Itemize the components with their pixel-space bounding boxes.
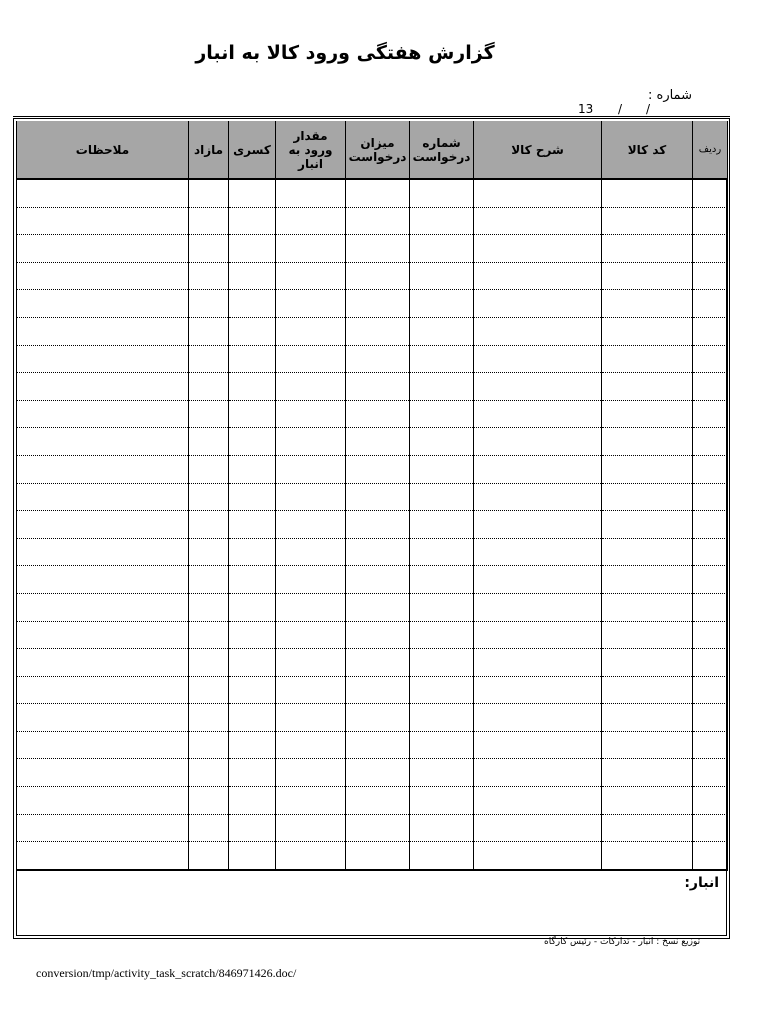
table-row <box>17 842 728 870</box>
table-cell[interactable] <box>693 373 728 401</box>
table-cell[interactable] <box>346 400 410 428</box>
table-cell[interactable] <box>276 731 346 759</box>
table-cell[interactable] <box>693 814 728 842</box>
table-cell[interactable] <box>474 759 602 787</box>
table-header-row <box>17 121 728 179</box>
table-cell[interactable] <box>346 538 410 566</box>
table-cell[interactable] <box>602 345 693 373</box>
table-cell[interactable] <box>229 373 276 401</box>
col-header-shortage: کسری <box>229 121 276 179</box>
table-cell[interactable] <box>474 787 602 815</box>
top-rule <box>13 116 730 117</box>
table-cell[interactable] <box>602 207 693 235</box>
table-cell[interactable] <box>229 290 276 318</box>
table-cell[interactable] <box>17 731 189 759</box>
table-cell[interactable] <box>474 455 602 483</box>
table-cell[interactable] <box>602 262 693 290</box>
table-cell[interactable] <box>229 207 276 235</box>
table-cell[interactable] <box>346 731 410 759</box>
table-cell[interactable] <box>693 455 728 483</box>
table-cell[interactable] <box>602 179 693 207</box>
table-cell[interactable] <box>410 538 474 566</box>
table-cell[interactable] <box>474 179 602 207</box>
table-cell[interactable] <box>410 787 474 815</box>
table-cell[interactable] <box>693 787 728 815</box>
table-cell[interactable] <box>276 400 346 428</box>
table-cell[interactable] <box>602 731 693 759</box>
table-cell[interactable] <box>189 731 229 759</box>
table-cell[interactable] <box>693 290 728 318</box>
table-cell[interactable] <box>229 262 276 290</box>
table-cell[interactable] <box>276 262 346 290</box>
table-cell[interactable] <box>229 593 276 621</box>
table-cell[interactable] <box>17 207 189 235</box>
table-row <box>17 400 728 428</box>
table-cell[interactable] <box>346 511 410 539</box>
date-year: 13 <box>578 102 594 116</box>
table-cell[interactable] <box>602 511 693 539</box>
table-cell[interactable] <box>229 676 276 704</box>
table-cell[interactable] <box>346 842 410 870</box>
table-cell[interactable] <box>229 511 276 539</box>
table-cell[interactable] <box>229 731 276 759</box>
date-separator: / <box>618 102 623 116</box>
table-cell[interactable] <box>474 704 602 732</box>
col-header-received-quantity: مقدار ورود به انبار <box>276 121 346 179</box>
number-label: شماره : <box>648 88 692 103</box>
table-cell[interactable] <box>410 400 474 428</box>
table-cell[interactable] <box>602 676 693 704</box>
table-cell[interactable] <box>602 621 693 649</box>
table-cell[interactable] <box>410 649 474 677</box>
table-cell[interactable] <box>189 649 229 677</box>
distribution-note: توزیع نسخ : انبار - تدارکات - رئیس کارگاه <box>544 937 701 947</box>
table-cell[interactable] <box>189 566 229 594</box>
table-cell[interactable] <box>276 290 346 318</box>
table-cell[interactable] <box>602 428 693 456</box>
table-cell[interactable] <box>410 814 474 842</box>
table-cell[interactable] <box>410 731 474 759</box>
table-cell[interactable] <box>346 207 410 235</box>
table-cell[interactable] <box>276 428 346 456</box>
table-cell[interactable] <box>346 317 410 345</box>
table-cell[interactable] <box>17 235 189 263</box>
table-cell[interactable] <box>17 262 189 290</box>
table-cell[interactable] <box>410 207 474 235</box>
warehouse-signature-box <box>16 869 727 936</box>
table-cell[interactable] <box>346 759 410 787</box>
table-cell[interactable] <box>229 842 276 870</box>
table-row <box>17 649 728 677</box>
table-cell[interactable] <box>346 649 410 677</box>
table-cell[interactable] <box>229 787 276 815</box>
date-separator: / <box>646 102 651 116</box>
table-cell[interactable] <box>693 345 728 373</box>
table-cell[interactable] <box>474 483 602 511</box>
table-cell[interactable] <box>346 290 410 318</box>
table-cell[interactable] <box>602 649 693 677</box>
table-cell[interactable] <box>346 345 410 373</box>
table-cell[interactable] <box>474 538 602 566</box>
table-cell[interactable] <box>602 814 693 842</box>
table-row <box>17 593 728 621</box>
table-cell[interactable] <box>17 759 189 787</box>
table-cell[interactable] <box>474 511 602 539</box>
table-cell[interactable] <box>346 235 410 263</box>
table-row <box>17 345 728 373</box>
table-cell[interactable] <box>276 621 346 649</box>
table-cell[interactable] <box>693 511 728 539</box>
col-header-request-number: شماره درخواست <box>410 121 474 179</box>
table-cell[interactable] <box>17 345 189 373</box>
table-cell[interactable] <box>474 235 602 263</box>
table-cell[interactable] <box>410 235 474 263</box>
table-cell[interactable] <box>474 676 602 704</box>
table-cell[interactable] <box>189 483 229 511</box>
table-row <box>17 787 728 815</box>
table-cell[interactable] <box>189 593 229 621</box>
table-row <box>17 262 728 290</box>
table-cell[interactable] <box>346 676 410 704</box>
table-cell[interactable] <box>189 621 229 649</box>
table-cell[interactable] <box>602 373 693 401</box>
table-cell[interactable] <box>410 179 474 207</box>
table-cell[interactable] <box>17 621 189 649</box>
table-cell[interactable] <box>229 759 276 787</box>
table-cell[interactable] <box>17 842 189 870</box>
table-cell[interactable] <box>602 455 693 483</box>
col-header-item-description: شرح کالا <box>474 121 602 179</box>
table-cell[interactable] <box>474 428 602 456</box>
table-cell[interactable] <box>474 373 602 401</box>
table-cell[interactable] <box>346 373 410 401</box>
table-cell[interactable] <box>602 317 693 345</box>
table-row <box>17 317 728 345</box>
table-cell[interactable] <box>189 455 229 483</box>
table-cell[interactable] <box>276 317 346 345</box>
footer-file-path: conversion/tmp/activity_task_scratch/846971426.doc/ <box>36 966 297 980</box>
goods-entry-table <box>16 121 728 871</box>
table-cell[interactable] <box>276 511 346 539</box>
table-cell[interactable] <box>602 787 693 815</box>
table-cell[interactable] <box>17 455 189 483</box>
table-row <box>17 511 728 539</box>
table-cell[interactable] <box>17 179 189 207</box>
table-cell[interactable] <box>602 538 693 566</box>
table-cell[interactable] <box>229 621 276 649</box>
table-cell[interactable] <box>17 538 189 566</box>
table-cell[interactable] <box>189 842 229 870</box>
col-header-remarks: ملاحظات <box>17 121 189 179</box>
table-cell[interactable] <box>410 566 474 594</box>
table-cell[interactable] <box>602 759 693 787</box>
table-cell[interactable] <box>410 704 474 732</box>
table-cell[interactable] <box>17 290 189 318</box>
table-cell[interactable] <box>229 538 276 566</box>
table-cell[interactable] <box>410 455 474 483</box>
table-cell[interactable] <box>474 814 602 842</box>
table-cell[interactable] <box>693 621 728 649</box>
table-cell[interactable] <box>410 676 474 704</box>
table-cell[interactable] <box>474 400 602 428</box>
table-cell[interactable] <box>17 511 189 539</box>
table-cell[interactable] <box>189 317 229 345</box>
table-cell[interactable] <box>410 511 474 539</box>
table-cell[interactable] <box>189 179 229 207</box>
table-cell[interactable] <box>410 593 474 621</box>
table-cell[interactable] <box>189 373 229 401</box>
table-cell[interactable] <box>276 814 346 842</box>
table-cell[interactable] <box>229 814 276 842</box>
table-cell[interactable] <box>602 704 693 732</box>
table-cell[interactable] <box>17 566 189 594</box>
table-cell[interactable] <box>17 373 189 401</box>
table-cell[interactable] <box>693 428 728 456</box>
table-cell[interactable] <box>410 317 474 345</box>
table-cell[interactable] <box>276 207 346 235</box>
table-cell[interactable] <box>276 345 346 373</box>
table-cell[interactable] <box>693 593 728 621</box>
table-cell[interactable] <box>474 345 602 373</box>
warehouse-label: انبار: <box>684 875 719 891</box>
table-cell[interactable] <box>189 511 229 539</box>
table-cell[interactable] <box>346 593 410 621</box>
table-row <box>17 621 728 649</box>
table-cell[interactable] <box>410 621 474 649</box>
table-cell[interactable] <box>276 566 346 594</box>
table-row <box>17 731 728 759</box>
table-row <box>17 676 728 704</box>
table-cell[interactable] <box>276 842 346 870</box>
table-cell[interactable] <box>410 428 474 456</box>
table-cell[interactable] <box>17 814 189 842</box>
table-cell[interactable] <box>229 179 276 207</box>
table-cell[interactable] <box>410 759 474 787</box>
table-cell[interactable] <box>189 787 229 815</box>
table-cell[interactable] <box>229 345 276 373</box>
col-header-item-code: کد کالا <box>602 121 693 179</box>
table-cell[interactable] <box>693 483 728 511</box>
table-cell[interactable] <box>474 621 602 649</box>
table-cell[interactable] <box>276 649 346 677</box>
table-cell[interactable] <box>189 676 229 704</box>
table-cell[interactable] <box>693 566 728 594</box>
table-cell[interactable] <box>474 649 602 677</box>
table-cell[interactable] <box>410 262 474 290</box>
table-cell[interactable] <box>474 262 602 290</box>
table-cell[interactable] <box>276 373 346 401</box>
table-cell[interactable] <box>474 731 602 759</box>
table-cell[interactable] <box>229 400 276 428</box>
table-cell[interactable] <box>602 566 693 594</box>
table-cell[interactable] <box>693 842 728 870</box>
table-cell[interactable] <box>693 400 728 428</box>
table-cell[interactable] <box>189 400 229 428</box>
table-cell[interactable] <box>602 290 693 318</box>
table-cell[interactable] <box>474 842 602 870</box>
table-cell[interactable] <box>346 566 410 594</box>
table-cell[interactable] <box>693 262 728 290</box>
table-row <box>17 704 728 732</box>
table-cell[interactable] <box>602 842 693 870</box>
table-cell[interactable] <box>693 179 728 207</box>
table-cell[interactable] <box>602 483 693 511</box>
table-cell[interactable] <box>189 759 229 787</box>
table-cell[interactable] <box>189 704 229 732</box>
table-cell[interactable] <box>229 483 276 511</box>
table-cell[interactable] <box>602 593 693 621</box>
table-cell[interactable] <box>346 704 410 732</box>
table-cell[interactable] <box>189 814 229 842</box>
table-cell[interactable] <box>276 455 346 483</box>
table-row <box>17 428 728 456</box>
table-cell[interactable] <box>693 317 728 345</box>
table-row <box>17 483 728 511</box>
table-cell[interactable] <box>474 317 602 345</box>
table-cell[interactable] <box>276 235 346 263</box>
table-cell[interactable] <box>189 538 229 566</box>
table-row <box>17 455 728 483</box>
table-cell[interactable] <box>410 373 474 401</box>
table-cell[interactable] <box>693 649 728 677</box>
table-cell[interactable] <box>346 179 410 207</box>
table-cell[interactable] <box>17 428 189 456</box>
table-cell[interactable] <box>17 676 189 704</box>
table-cell[interactable] <box>229 649 276 677</box>
table-cell[interactable] <box>346 787 410 815</box>
table-cell[interactable] <box>189 428 229 456</box>
table-cell[interactable] <box>693 759 728 787</box>
table-cell[interactable] <box>346 262 410 290</box>
table-cell[interactable] <box>602 235 693 263</box>
table-cell[interactable] <box>276 676 346 704</box>
report-title: گزارش هفتگی ورود کالا به انبار <box>195 42 495 64</box>
table-cell[interactable] <box>189 207 229 235</box>
table-cell[interactable] <box>276 787 346 815</box>
table-cell[interactable] <box>229 428 276 456</box>
table-cell[interactable] <box>229 566 276 594</box>
table-cell[interactable] <box>189 262 229 290</box>
table-cell[interactable] <box>189 345 229 373</box>
table-cell[interactable] <box>229 317 276 345</box>
table-cell[interactable] <box>17 400 189 428</box>
table-cell[interactable] <box>410 842 474 870</box>
table-cell[interactable] <box>693 731 728 759</box>
table-cell[interactable] <box>474 290 602 318</box>
table-row <box>17 759 728 787</box>
table-cell[interactable] <box>410 290 474 318</box>
table-row <box>17 566 728 594</box>
table-cell[interactable] <box>410 483 474 511</box>
table-row <box>17 373 728 401</box>
table-cell[interactable] <box>229 704 276 732</box>
table-cell[interactable] <box>17 483 189 511</box>
table-row <box>17 290 728 318</box>
table-cell[interactable] <box>346 483 410 511</box>
table-cell[interactable] <box>474 207 602 235</box>
table-row <box>17 538 728 566</box>
table-cell[interactable] <box>346 814 410 842</box>
table-cell[interactable] <box>189 235 229 263</box>
table-row <box>17 179 728 207</box>
table-cell[interactable] <box>693 538 728 566</box>
table-cell[interactable] <box>276 538 346 566</box>
table-row <box>17 235 728 263</box>
col-header-row-number: ردیف <box>693 121 728 179</box>
table-cell[interactable] <box>474 593 602 621</box>
table-cell[interactable] <box>17 787 189 815</box>
table-cell[interactable] <box>229 235 276 263</box>
table-cell[interactable] <box>276 483 346 511</box>
table-cell[interactable] <box>693 235 728 263</box>
table-cell[interactable] <box>17 704 189 732</box>
table-cell[interactable] <box>17 317 189 345</box>
table-cell[interactable] <box>346 455 410 483</box>
table-cell[interactable] <box>229 455 276 483</box>
table-cell[interactable] <box>276 179 346 207</box>
table-cell[interactable] <box>602 400 693 428</box>
table-cell[interactable] <box>346 428 410 456</box>
table-cell[interactable] <box>410 345 474 373</box>
table-cell[interactable] <box>693 207 728 235</box>
table-cell[interactable] <box>693 676 728 704</box>
col-header-requested-amount: میزان درخواست <box>346 121 410 179</box>
table-cell[interactable] <box>276 593 346 621</box>
table-cell[interactable] <box>346 621 410 649</box>
table-row <box>17 207 728 235</box>
table-cell[interactable] <box>693 704 728 732</box>
table-cell[interactable] <box>474 566 602 594</box>
col-header-surplus: مازاد <box>189 121 229 179</box>
table-cell[interactable] <box>189 290 229 318</box>
table-cell[interactable] <box>17 649 189 677</box>
table-cell[interactable] <box>276 704 346 732</box>
table-row <box>17 814 728 842</box>
table-cell[interactable] <box>17 593 189 621</box>
table-cell[interactable] <box>276 759 346 787</box>
